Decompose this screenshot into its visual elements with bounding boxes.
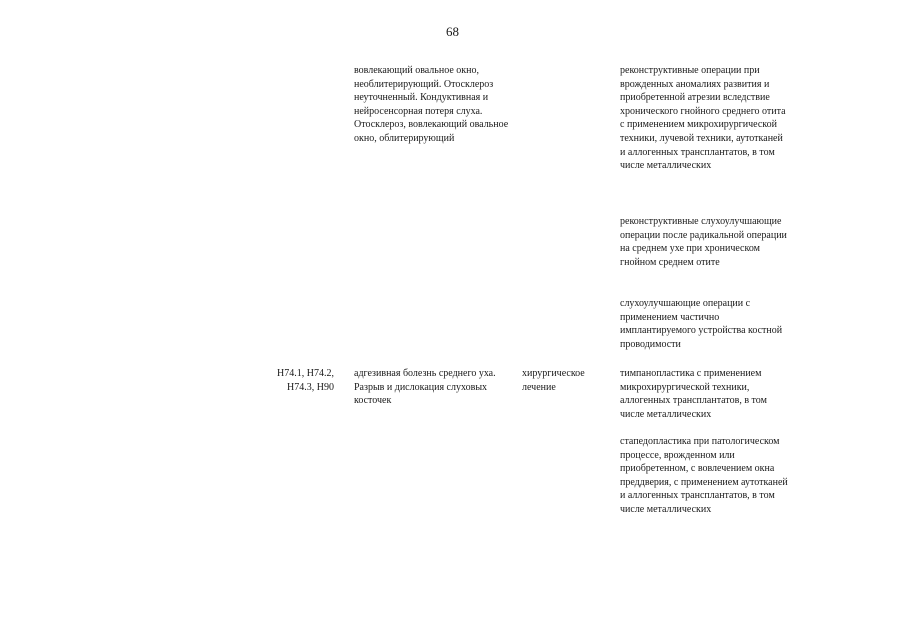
codes-text: H74.1, H74.2, H74.3, H90 — [277, 368, 334, 393]
method-text: стапедопластика при патологическом процессе, врожденном или приобретенном, с вовлечением окна преддверия, с применением аутотканей и аллогенных трансплантатов, в том числе металлических — [620, 436, 788, 515]
method-top-3 — [620, 297, 790, 351]
page-number: 68 — [446, 24, 459, 39]
method-row-1 — [620, 367, 790, 421]
method-text: реконструктивные слухоулучшающие операции после радикальной операции на среднем ухе при хроническом гнойном среднем отите — [620, 216, 787, 268]
icd-codes — [262, 367, 334, 394]
method-text: тимпанопластика с применением микрохирургической техники, аллогенных трансплантатов, в том числе металлических — [620, 368, 767, 420]
treatment-type — [522, 367, 610, 394]
treatment-text: хирургическое лечение — [522, 368, 585, 393]
diagnosis-text: вовлекающий овальное окно, необлитерирующий. Отосклероз неуточненный. Кондуктивная и нейросенсорная потеря слуха. Отосклероз, вовлекающий овальное окно, облитерирующий — [354, 65, 509, 144]
diagnosis-text: адгезивная болезнь среднего уха. Разрыв и дислокация слуховых косточек — [354, 368, 496, 407]
method-text: реконструктивные операции при врожденных аномалиях развития и приобретенной атрезии вследствие хронического гнойного среднего отита с применением микрохирургической техники, лучевой техники, аутотканей и аллогенных трансплантатов, в том числе металлических — [620, 65, 786, 172]
method-text: слухоулучшающие операции с применением частично имплантируемого устройства костной проводимости — [620, 298, 783, 350]
method-row-2 — [620, 435, 790, 517]
method-top-1 — [620, 64, 790, 173]
diagnosis — [354, 367, 514, 408]
method-top-2 — [620, 215, 790, 269]
diagnosis-continued — [354, 64, 514, 146]
